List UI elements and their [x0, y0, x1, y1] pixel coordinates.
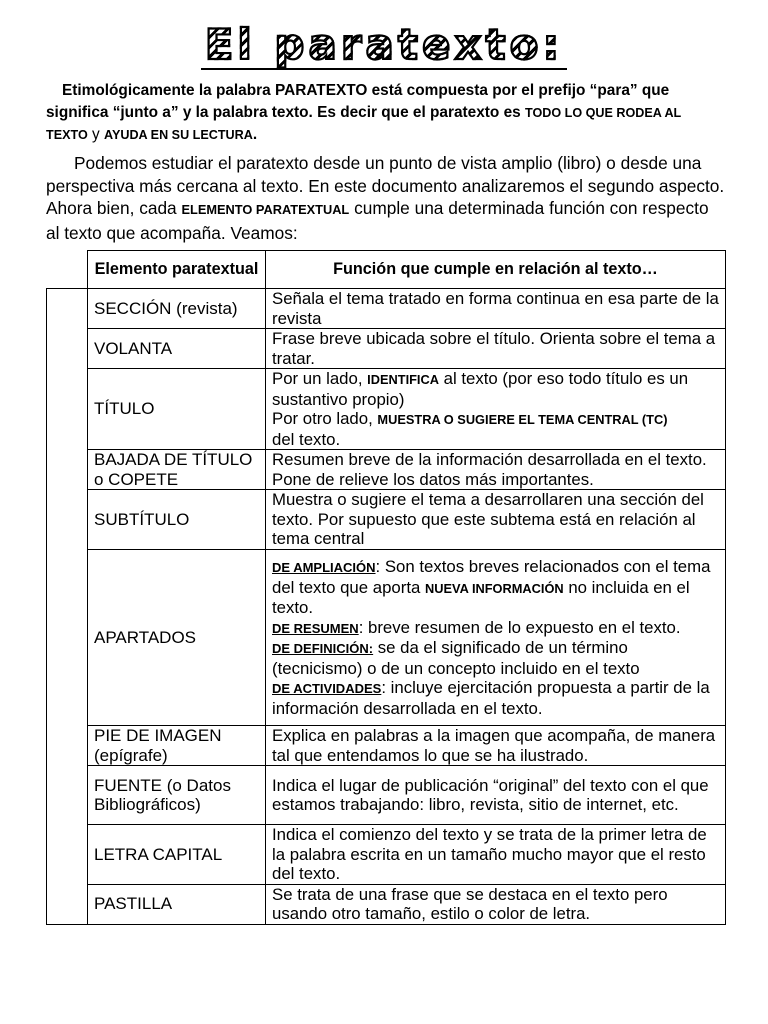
element-cell: FUENTE (o Datos Bibliográficos) [88, 766, 266, 825]
page-title: El paratexto: [201, 22, 568, 70]
table-row [47, 884, 726, 924]
table-row [47, 550, 726, 726]
intro-paragraph [46, 80, 726, 146]
element-cell: TÍTULO [88, 369, 266, 450]
header-function: Función que cumple en relación al texto… [266, 251, 726, 289]
title-container [0, 22, 768, 70]
element-cell: SUBTÍTULO [88, 490, 266, 550]
table-corner [47, 251, 88, 289]
table-row [47, 289, 726, 329]
table-row [47, 450, 726, 490]
element-cell: APARTADOS [88, 550, 266, 726]
intro-emphasis-2: AYUDA EN SU LECTURA [104, 128, 253, 142]
table-row [47, 369, 726, 450]
function-cell: Muestra o sugiere el tema a desarrollaren una sección del texto. Por supuesto que este subtema está en relación al tema central [266, 490, 726, 550]
second-emphasis: ELEMENTO PARATEXTUAL [181, 202, 350, 217]
function-cell: Se trata de una frase que se destaca en el texto pero usando otro tamaño, estilo o color de letra. [266, 884, 726, 924]
second-text-end: cumple una determinada función con respecto al texto que acompaña. Veamos: [46, 198, 709, 243]
function-cell: Señala el tema tratado en forma continua en esa parte de la revista [266, 289, 726, 329]
function-cell: Indica el lugar de publicación “original” del texto con el que estamos trabajando: libro, revista, sitio de internet, etc. [266, 766, 726, 825]
function-cell: Indica el comienzo del texto y se trata de la primer letra de la palabra escrita en un tamaño mucho mayor que el resto del texto. [266, 825, 726, 885]
element-cell: BAJADA DE TÍTULO o COPETE [88, 450, 266, 490]
second-paragraph [46, 152, 726, 244]
function-cell: Resumen breve de la información desarrollada en el texto. Pone de relieve los datos más importantes. [266, 450, 726, 490]
function-cell: DE AMPLIACIÓN: Son textos breves relacionados con el tema del texto que aporta NUEVA INFORMACIÓN no incluida en el texto. DE RESUMEN: breve resumen de lo expuesto en el texto. DE DEFINICIÓN: se da el significado de un término (tecnicismo) o de un concepto incluido en el texto DE ACTIVIDADES: incluye ejercitación propuesta a partir de la información desarrollada en el texto. [266, 550, 726, 726]
side-column [47, 289, 88, 925]
intro-connector: y [87, 126, 105, 143]
table-row [47, 726, 726, 766]
table-row [47, 490, 726, 550]
element-cell: SECCIÓN (revista) [88, 289, 266, 329]
function-cell: Explica en palabras a la imagen que acompaña, de manera tal que entendamos lo que se ha ilustrado. [266, 726, 726, 766]
function-cell: Frase breve ubicada sobre el título. Orienta sobre el tema a tratar. [266, 329, 726, 369]
element-cell: PIE DE IMAGEN (epígrafe) [88, 726, 266, 766]
second-text: Podemos estudiar el paratexto desde un punto de vista amplio (libro) o desde una perspectiva más cercana al texto. En este documento analizaremos el segundo aspecto. Ahora bien, cada [46, 153, 725, 218]
function-cell: Por un lado, IDENTIFICA al texto (por eso todo título es un sustantivo propio) Por otro lado, MUESTRA O SUGIERE EL TEMA CENTRAL (TC) del texto. [266, 369, 726, 450]
element-cell: LETRA CAPITAL [88, 825, 266, 885]
intro-emphasis-1: TODO LO QUE RODEA AL TEXTO [46, 106, 682, 142]
element-cell: PASTILLA [88, 884, 266, 924]
table-row [47, 329, 726, 369]
intro-text: Etimológicamente la palabra PARATEXTO está compuesta por el prefijo “para” que significa “junto a” y la palabra texto. Es decir que el paratexto es [46, 82, 670, 121]
element-cell: VOLANTA [88, 329, 266, 369]
table-row [47, 825, 726, 885]
intro-end: . [252, 126, 258, 143]
paratext-table [46, 250, 726, 925]
table-header-row [47, 251, 726, 289]
header-element: Elemento paratextual [88, 251, 266, 289]
table-row [47, 766, 726, 825]
